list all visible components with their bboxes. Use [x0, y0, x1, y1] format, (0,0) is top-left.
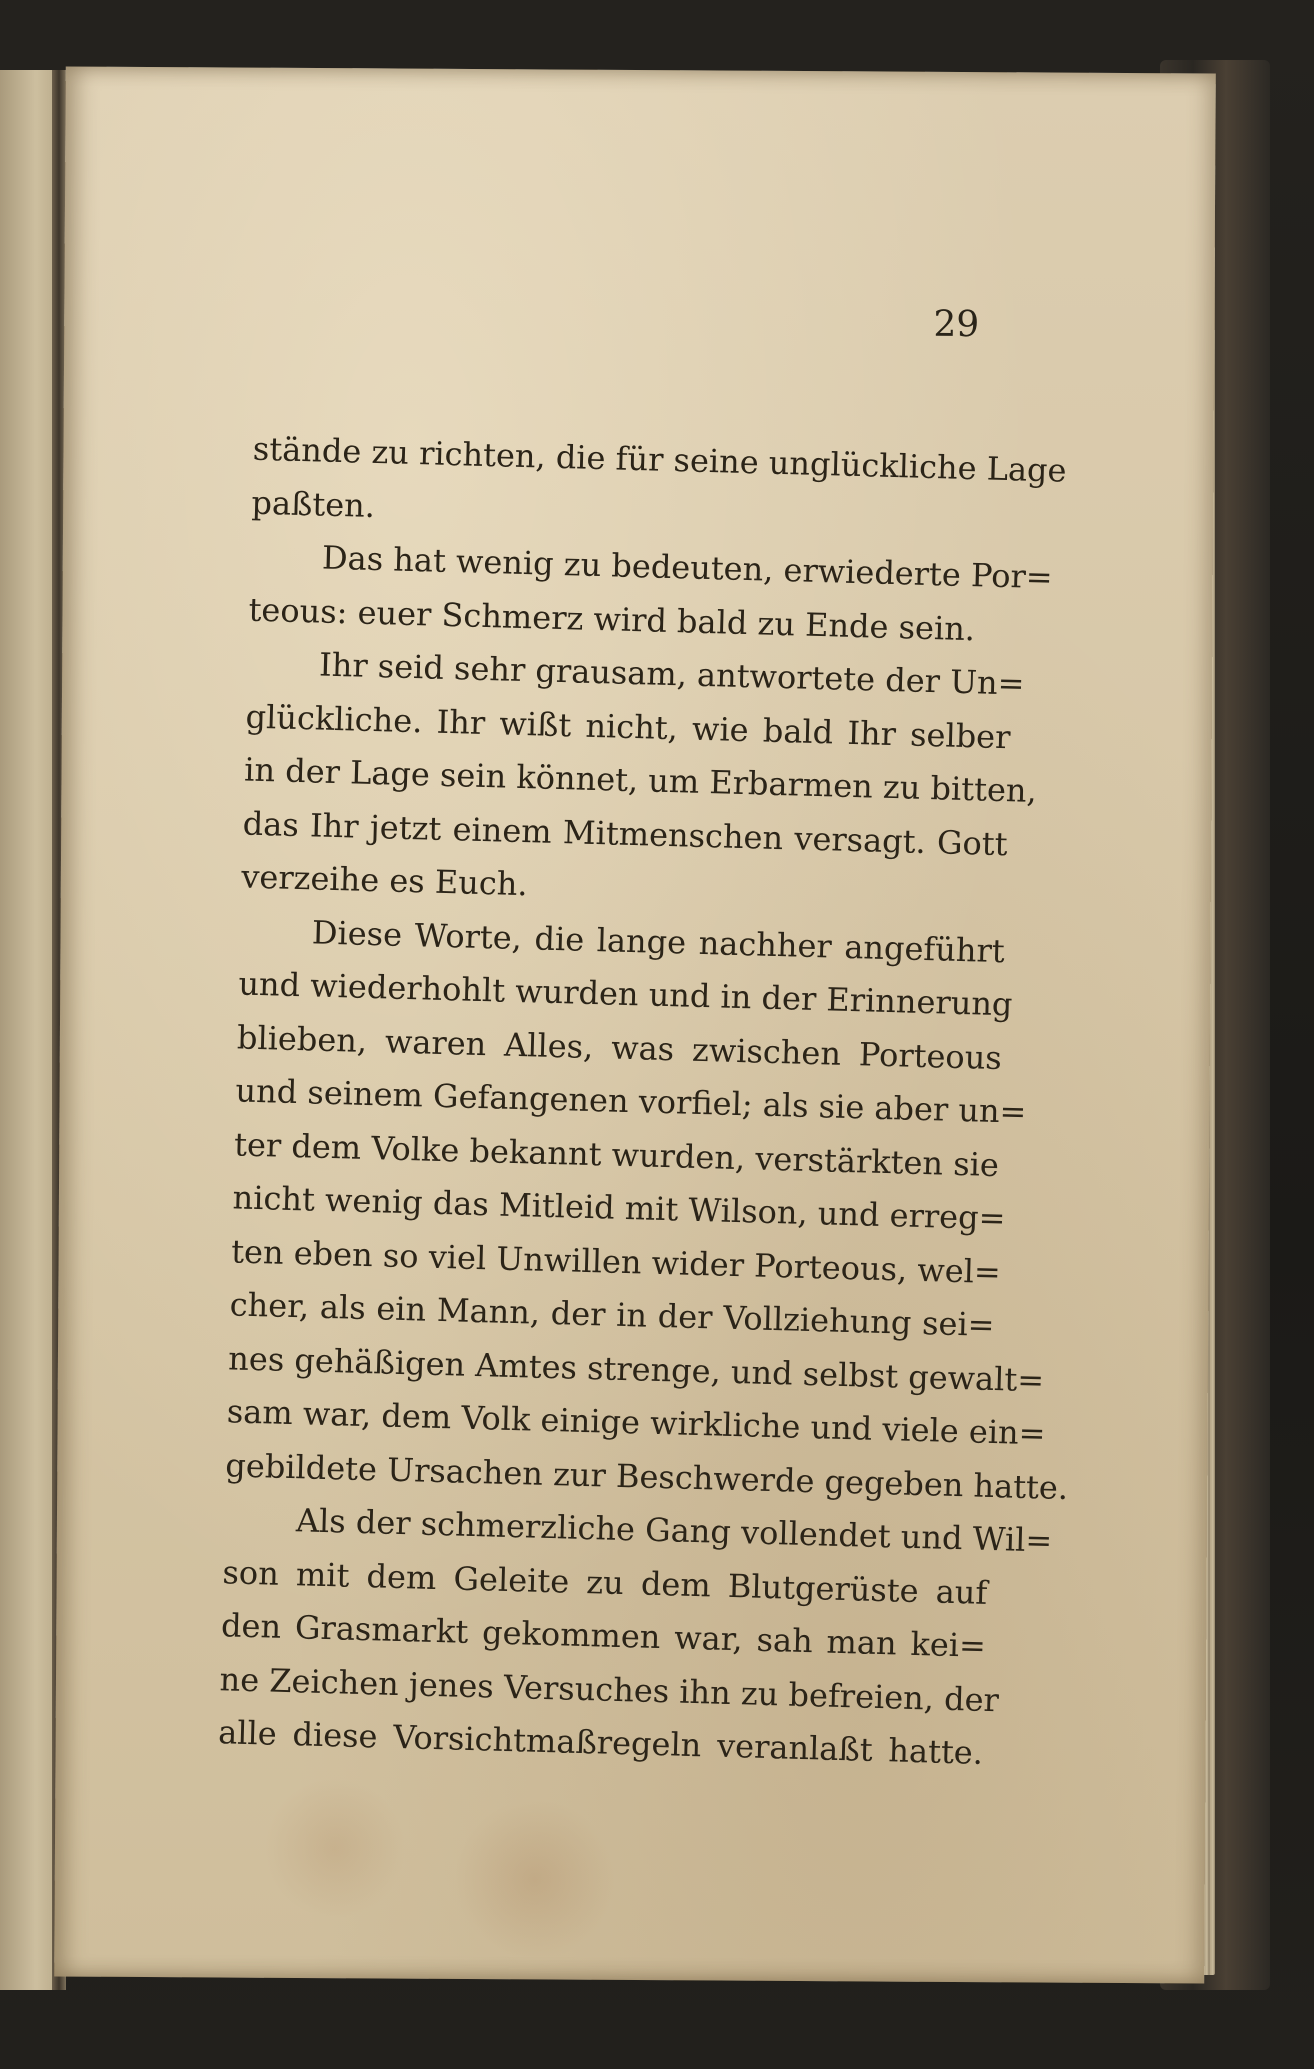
text-line: verzeihe es Euch.: [240, 857, 529, 904]
text-line: nes gehäßigen Amtes strenge, und selbst gewalt=: [227, 1338, 1045, 1399]
text-line: sam war, dem Volk einige wirkliche und viele ein=: [226, 1392, 1047, 1453]
text-line: und seinem Gefangenen vorfiel; als sie aber un=: [235, 1071, 1027, 1131]
text-line: und wiederhohlt wurden und in der Erinnerung: [237, 964, 1013, 1024]
text-line: son mit dem Geleite zu dem Blutgerüste auf: [222, 1552, 988, 1612]
text-line: nicht wenig das Mitleid mit Wilson, und erreg=: [232, 1178, 1006, 1238]
text-line: alle diese Vorsichtmaßregeln veranlaßt hatte.: [217, 1713, 984, 1772]
book-page: [54, 67, 1216, 1984]
page-text: [217, 423, 1069, 1781]
text-line: Diese Worte, die lange nachher angeführt: [311, 912, 1006, 970]
text-line: das Ihr jetzt einem Mitmenschen versagt. Gott: [242, 804, 1009, 863]
page-number: 29: [933, 303, 980, 346]
text-line: Das hat wenig zu bedeuten, erwiederte Por=: [321, 538, 1054, 597]
text-line: teous: euer Schmerz wird bald zu Ende sein.: [248, 590, 976, 648]
text-line: Ihr seid sehr grausam, antwortete der Un=: [318, 645, 1026, 703]
text-line: den Grasmarkt gekommen war, sah man kei=: [220, 1606, 987, 1665]
previous-page-edge: [0, 70, 60, 1990]
text-line: cher, als ein Mann, der in der Vollziehung sei=: [229, 1285, 996, 1345]
text-line: blieben, waren Alles, was zwischen Porteous: [236, 1017, 1003, 1077]
text-line: Als der schmerzliche Gang vollendet und Wil=: [295, 1501, 1053, 1560]
text-line: in der Lage sein könnet, um Erbarmen zu bitten,: [243, 750, 1038, 810]
text-line: gebildete Ursachen zur Beschwerde gegeben hatte.: [224, 1445, 1069, 1507]
text-line: ten eben so viel Unwillen wider Porteous, wel=: [230, 1231, 1002, 1291]
text-line: ne Zeichen jenes Versuches ihn zu befreien, der: [219, 1659, 1000, 1719]
text-line: stände zu richten, die für seine unglückliche Lage: [252, 429, 1067, 490]
text-line: glückliche. Ihr wißt nicht, wie bald Ihr selber: [245, 697, 1011, 756]
text-line: ter dem Volke bekannt wurden, verstärkten sie: [233, 1124, 1000, 1184]
text-line: paßten.: [251, 483, 376, 525]
